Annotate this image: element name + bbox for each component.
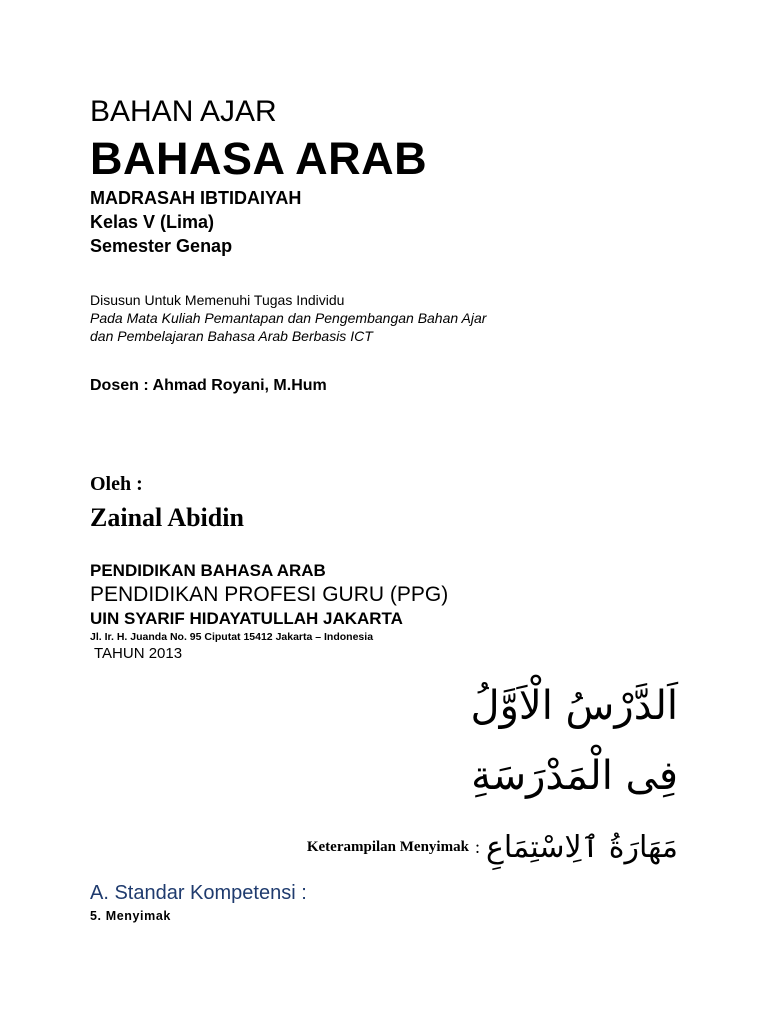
author-name: Zainal Abidin [90,503,244,532]
skill-row [307,822,678,872]
semester: Semester Genap [90,236,233,256]
doc-supertitle: BAHAN AJAR [90,95,277,128]
department: PENDIDIKAN BAHASA ARAB [90,561,326,580]
year: TAHUN 2013 [94,645,183,662]
purpose-line: Disusun Untuk Memenuhi Tugas Individu [90,292,345,308]
skill-arabic: مَهَارَةُ ٱلِاسْتِمَاعِ [485,829,678,865]
lecturer: Dosen : Ahmad Royani, M.Hum [90,377,327,394]
lesson-title-arabic: اَلدَّرْسُ الْاَوَّلُ [470,683,678,729]
grade-level: Kelas V (Lima) [90,212,215,232]
course-line-2: dan Pembelajaran Bahasa Arab Berbasis ICT [90,328,373,344]
skill-colon: : [474,836,480,857]
program: PENDIDIKAN PROFESI GURU (PPG) [90,583,449,606]
section-heading: A. Standar Kompetensi : [90,882,307,904]
course-line-1: Pada Mata Kuliah Pemantapan dan Pengembangan Bahan Ajar [90,310,487,326]
school-level: MADRASAH IBTIDAIYAH [90,188,302,208]
skill-label: Keterampilan Menyimak [306,838,469,855]
university: UIN SYARIF HIDAYATULLAH JAKARTA [90,609,403,628]
author-label: Oleh : [90,473,143,495]
doc-title: BAHASA ARAB [90,133,428,184]
university-address: Jl. Ir. H. Juanda No. 95 Ciputat 15412 Jakarta – Indonesia [90,631,374,643]
lesson-subtitle-arabic: فِى الْمَدْرَسَةِ [471,753,678,799]
section-item: 5. Menyimak [90,909,171,923]
